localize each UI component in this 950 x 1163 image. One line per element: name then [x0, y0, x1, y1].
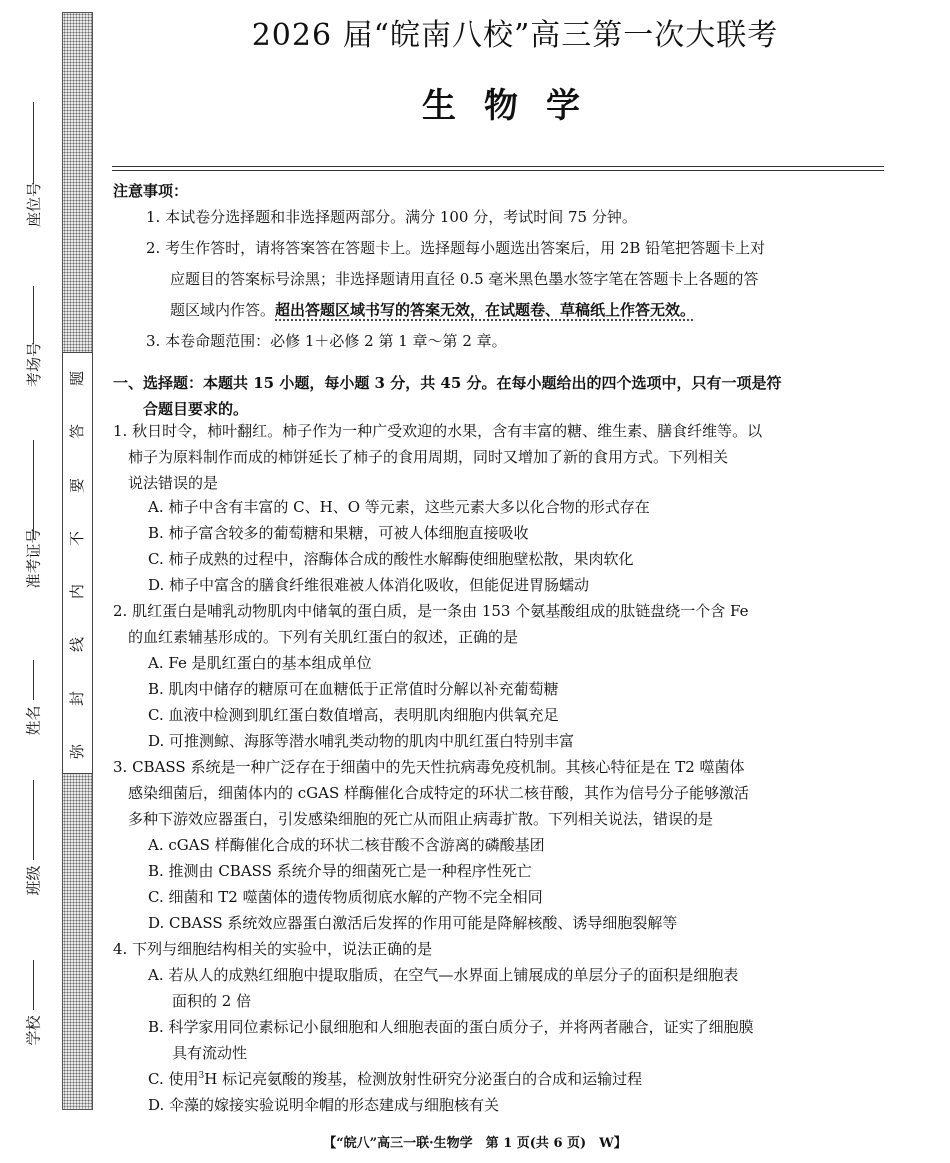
- notice-emphasis: 超出答题区域书写的答案无效，在试题卷、草稿纸上作答无效。: [275, 301, 696, 319]
- question-stem-line: 柿子为原料制作而成的柿饼延长了柿子的食用周期，同时又增加了新的食用方式。下列相关: [128, 448, 729, 466]
- question-3-options: [148, 832, 888, 936]
- option-b[interactable]: B. 推测由 CBASS 系统介导的细菌死亡是一种程序性死亡: [148, 862, 532, 880]
- subject-title: 生物学: [422, 86, 608, 126]
- field-label: 考场号: [24, 341, 43, 388]
- field-line: [33, 102, 34, 184]
- field-label: 姓名: [24, 705, 43, 736]
- option-d[interactable]: D. 伞藻的嫁接实验说明伞帽的形态建成与细胞核有关: [148, 1096, 500, 1114]
- option-c[interactable]: C. 细菌和 T2 噬菌体的遗传物质彻底水解的产物不完全相同: [148, 888, 543, 906]
- notice-item-1: 1. 本试卷分选择题和非选择题两部分。满分 100 分，考试时间 75 分钟。: [146, 208, 637, 226]
- option-text: H 标记亮氨酸的羧基，检测放射性研究分泌蛋白的合成和运输过程: [204, 1070, 643, 1088]
- option-d[interactable]: D. CBASS 系统效应器蛋白激活后发挥的作用可能是降解核酸、诱导细胞裂解等: [148, 914, 678, 932]
- question-4: [113, 936, 888, 962]
- question-stem-line: 的血红素辅基形成的。下列有关肌红蛋白的叙述，正确的是: [128, 628, 519, 646]
- seal-char: 答: [67, 424, 86, 440]
- question-stem-line: 3. CBASS 系统是一种广泛存在于细菌中的先天性抗病毒免疫机制。其核心特征是在 T2 噬菌体: [113, 758, 745, 776]
- section-heading-line-1: 一、选择题：本题共 15 小题，每小题 3 分，共 45 分。在每小题给出的四个选项中，只有一项是符: [113, 374, 782, 392]
- question-stem-line: 4. 下列与细胞结构相关的实验中，说法正确的是: [113, 940, 433, 958]
- exam-title: 2026 届“皖南八校”高三第一次大联考: [251, 18, 779, 53]
- seal-char: 线: [67, 637, 86, 653]
- option-d[interactable]: D. 柿子中富含的膳食纤维很难被人体消化吸收，但能促进胃肠蠕动: [148, 576, 590, 594]
- seat-number-field[interactable]: [18, 102, 48, 228]
- field-label: 准考证号: [24, 528, 43, 589]
- notice-list: [146, 202, 886, 357]
- seal-char: 要: [67, 477, 86, 493]
- section-heading: [113, 370, 888, 422]
- option-a[interactable]: A. cGAS 样酶催化合成的环状二核苷酸不含游离的磷酸基团: [148, 836, 545, 854]
- exam-room-field[interactable]: [18, 286, 48, 388]
- option-c[interactable]: [148, 1066, 888, 1092]
- option-c[interactable]: C. 血液中检测到肌红蛋白数值增高，表明肌肉细胞内供氧充足: [148, 706, 559, 724]
- seal-char: 不: [67, 530, 86, 546]
- option-b[interactable]: B. 肌肉中储存的糖原可在血糖低于正常值时分解以补充葡萄糖: [148, 680, 559, 698]
- name-field[interactable]: [18, 660, 48, 736]
- question-stem-line: 1. 秋日时令，柿叶翻红。柿子作为一种广受欢迎的水果，含有丰富的糖、维生素、膳食纤维等。以: [113, 422, 763, 440]
- option-a[interactable]: A. Fe 是肌红蛋白的基本组成单位: [148, 654, 372, 672]
- option-text: A. 若从人的成熟红细胞中提取脂质，在空气—水界面上铺展成的单层分子的面积是细胞表: [148, 966, 739, 984]
- option-text: 具有流动性: [172, 1044, 248, 1062]
- notice-item-2-line-1: 2. 考生作答时，请将答案答在答题卡上。选择题每小题选出答案后，用 2B 铅笔把答题卡上对: [146, 239, 766, 257]
- question-stem-line: 说法错误的是: [128, 474, 219, 492]
- question-2-options: [148, 650, 888, 754]
- class-field[interactable]: [18, 780, 48, 896]
- field-line: [33, 960, 34, 1010]
- question-4-options: [148, 962, 888, 1118]
- notice-item-2-line-3: [146, 295, 886, 326]
- seal-char: 内: [67, 584, 86, 600]
- school-field[interactable]: [18, 960, 48, 1046]
- option-text: 面积的 2 倍: [172, 992, 252, 1010]
- option-c[interactable]: C. 柿子成熟的过程中，溶酶体合成的酸性水解酶使细胞壁松散，果肉软化: [148, 550, 634, 568]
- option-a[interactable]: A. 柿子中含有丰富的 C、H、O 等元素，这些元素大多以化合物的形式存在: [148, 498, 650, 516]
- notice-item-3: 3. 本卷命题范围：必修 1＋必修 2 第 1 章～第 2 章。: [146, 332, 507, 350]
- notice-item-2-text: 题区域内作答。: [170, 301, 276, 319]
- field-line: [33, 660, 34, 700]
- page-footer: 【“皖八”高三一联·生物学 第 1 页(共 6 页) W】: [323, 1136, 627, 1151]
- option-text: B. 科学家用同位素标记小鼠细胞和人细胞表面的蛋白质分子，并将两者融合，证实了细胞膜: [148, 1018, 754, 1036]
- option-b[interactable]: B. 柿子富含较多的葡萄糖和果糖，可被人体细胞直接吸收: [148, 524, 529, 542]
- question-1: [113, 418, 888, 496]
- section-heading-line-2: 合题目要求的。: [143, 400, 249, 418]
- option-b[interactable]: [148, 1014, 888, 1066]
- field-line: [33, 286, 34, 344]
- option-d[interactable]: D. 可推测鲸、海豚等潜水哺乳类动物的肌肉中肌红蛋白特别丰富: [148, 732, 575, 750]
- field-line: [33, 780, 34, 860]
- seal-char: 封: [67, 690, 86, 706]
- notice-item-2-line-2: 应题目的答案标号涂黑；非选择题请用直径 0.5 毫米黑色墨水签字笔在答题卡上各题的答: [170, 270, 759, 288]
- question-stem-line: 多种下游效应器蛋白，引发感染细胞的死亡从而阻止病毒扩散。下列相关说法，错误的是: [128, 810, 714, 828]
- seal-line-box: [62, 352, 93, 774]
- header-divider: [112, 166, 884, 171]
- question-3: [113, 754, 888, 832]
- option-text: C. 使用: [148, 1070, 199, 1088]
- question-2: [113, 598, 888, 650]
- field-label: 学校: [24, 1015, 43, 1046]
- admission-number-field[interactable]: [18, 440, 48, 589]
- field-line: [33, 440, 34, 538]
- question-stem-line: 2. 肌红蛋白是哺乳动物肌肉中储氧的蛋白质，是一条由 153 个氨基酸组成的肽链盘绕一个含 Fe: [113, 602, 749, 620]
- field-label: 班级: [24, 865, 43, 896]
- isotope-superscript: 3: [198, 1071, 205, 1081]
- seal-char: 弥: [67, 743, 86, 759]
- question-stem-line: 感染细菌后，细菌体内的 cGAS 样酶催化合成特定的环状二核苷酸，其作为信号分子能够激活: [128, 784, 750, 802]
- notice-heading: 注意事项：: [113, 182, 189, 200]
- field-label: 座位号: [24, 181, 43, 228]
- option-a[interactable]: [148, 962, 888, 1014]
- question-1-options: [148, 494, 888, 598]
- seal-char: 题: [67, 370, 86, 387]
